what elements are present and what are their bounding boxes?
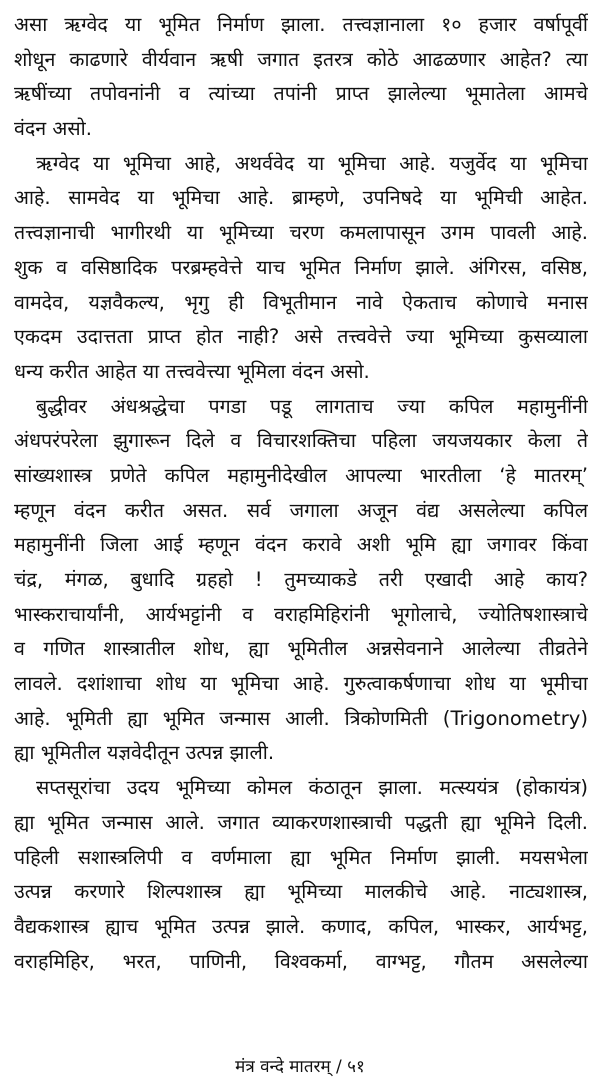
text-line: एकदम उदात्तता प्राप्त होत नाही? असे तत्त्ववेत्ते ज्या भूमिच्या कुसव्याला: [14, 325, 588, 349]
page-footer: मंत्र वन्दे मातरम् / ५१: [235, 1057, 365, 1077]
text-line: म्हणून वंदन करीत असत. सर्व जगाला अजून वंद्य असलेल्या कपिल: [14, 498, 588, 522]
text-line: व गणित शास्त्रातील शोध, ह्या भूमितील अन्नसेवनाने आलेल्या तीव्रतेने: [14, 637, 588, 661]
text-line: ऋग्वेद या भूमिचा आहे, अथर्ववेद या भूमिचा आहे. यजुर्वेद या भूमिचा: [36, 151, 588, 175]
text-line: पहिली सशास्त्रलिपी व वर्णमाला ह्या भूमित निर्माण झाली. मयसभेला: [14, 845, 588, 869]
body-text: [14, 8, 588, 979]
text-line: आहे. सामवेद या भूमिचा आहे. ब्राम्हणे, उपनिषदे या भूमिची आहेत.: [14, 186, 588, 210]
text-line: अंधपरंपरेला झुगारून दिले व विचारशक्तिचा पहिला जयजयकार केला ते: [14, 429, 588, 453]
text-line: लावले. दशांशाचा शोध या भूमिचा आहे. गुरुत्वाकर्षणाचा शोध या भूमीचा: [14, 672, 588, 696]
text-line: असा ऋग्वेद या भूमित निर्माण झाला. तत्त्वज्ञानाला १० हजार वर्षापूर्वी: [14, 13, 588, 36]
text-line: ह्या भूमित जन्मास आले. जगात व्याकरणशास्त्राची पद्धती ह्या भूमिने दिली.: [14, 810, 588, 834]
text-line: धन्य करीत आहेत या तत्त्ववेत्त्या भूमिला वंदन असो.: [14, 359, 370, 383]
text-line: वैद्यकशास्त्र ह्याच भूमित उत्पन्न झाले. कणाद, कपिल, भास्कर, आर्यभट्ट,: [14, 914, 588, 938]
text-line: वराहमिहिर, भरत, पाणिनी, विश्वकर्मा, वाग्भट्ट, गौतम असलेल्या: [14, 949, 588, 973]
text-line: भास्कराचार्यांनी, आर्यभट्टांनी व वराहमिहिरांनी भूगोलाचे, ज्योतिषशास्त्राचे: [14, 602, 588, 626]
text-line: बुद्धीवर अंधश्रद्धेचा पगडा पडू लागताच ज्या कपिल महामुनींनी: [36, 394, 588, 418]
text-line: शोधून काढणारे वीर्यवान ऋषी जगात इतरत्र कोठे आढळणार आहेत? त्या: [14, 47, 588, 71]
text-line: सप्तसूरांचा उदय भूमिच्या कोमल कंठातून झाला. मत्स्ययंत्र (होकायंत्र): [36, 776, 588, 800]
text-line: आहे. भूमिती ह्या भूमित जन्मास आली. त्रिकोणमिती (Trigonometry): [14, 706, 588, 730]
text-line: शुक व वसिष्ठादिक परब्रम्हवेत्ते याच भूमित निर्माण झाले. अंगिरस, वसिष्ठ,: [14, 255, 588, 279]
text-line: चंद्र, मंगळ, बुधादि ग्रहहो ! तुमच्याकडे तरी एखादी आहे काय?: [14, 568, 588, 591]
text-line: वामदेव, यज्ञवैकल्य, भृगु ही विभूतीमान नावे ऐकताच कोणाचे मनास: [14, 290, 588, 314]
text-line: सांख्यशास्त्र प्रणेते कपिल महामुनीदेखील आपल्या भारतीला ‘हे मातरम्’: [14, 463, 588, 487]
text-line: ह्या भूमितील यज्ञवेदीतून उत्पन्न झाली.: [14, 741, 275, 765]
text-line: उत्पन्न करणारे शिल्पशास्त्र ह्या भूमिच्या मालकीचे आहे. नाट्यशास्त्र,: [14, 880, 588, 904]
text-line: ऋषींच्या तपोवनांनी व त्यांच्या तपांनी प्राप्त झालेल्या भूमातेला आमचे: [14, 82, 588, 106]
text-line: महामुनींनी जिला आई म्हणून वंदन करावे अशी भूमि ह्या जगावर किंवा: [14, 533, 588, 557]
text-line: तत्त्वज्ञानाची भागीरथी या भूमिच्या चरण कमलापासून उगम पावली आहे.: [14, 221, 588, 245]
text-line: वंदन असो.: [14, 117, 92, 141]
